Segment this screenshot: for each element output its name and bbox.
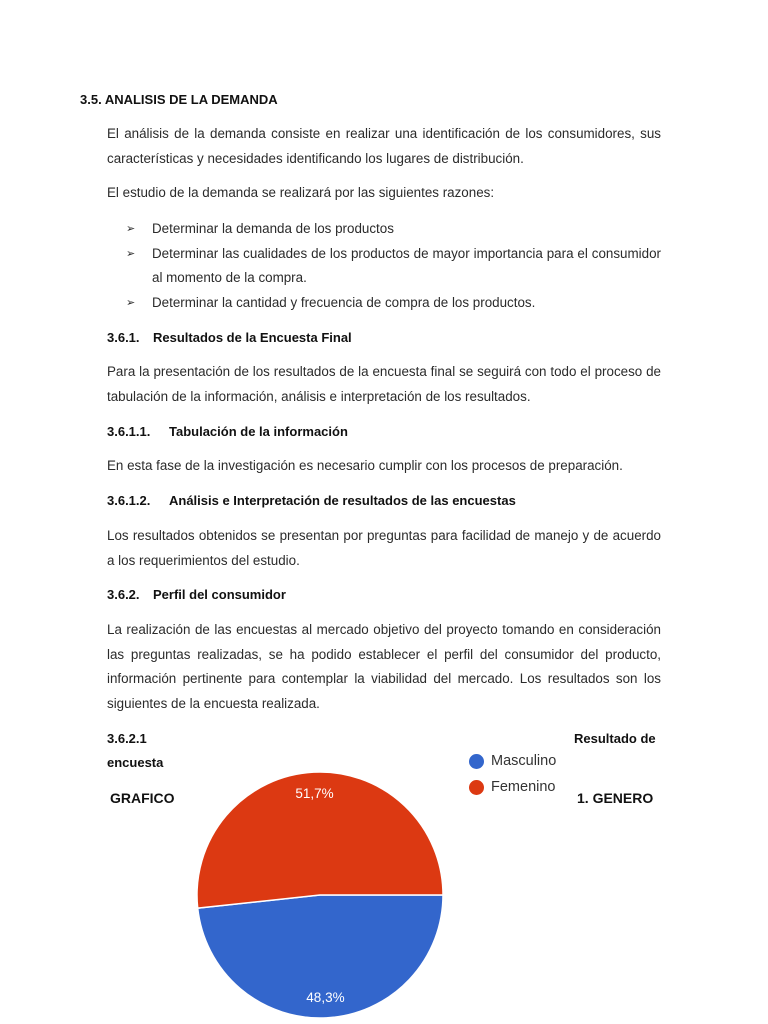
legend-label: Femenino: [491, 779, 556, 795]
section-number: 3.6.2.: [107, 587, 140, 602]
section-number: 3.6.1.1.: [107, 424, 151, 439]
paragraph-demand-definition: El análisis de la demanda consiste en realizar una identificación de los consumidores, sus características y necesidades identificando los lugares de distribución.: [107, 126, 661, 166]
section-title: Tabulación de la información: [169, 424, 348, 439]
section-number: 3.6.1.: [107, 330, 140, 345]
paragraph-consumer-profile: La realización de las encuestas al mercado objetivo del proyecto tomando en consideración las preguntas realizadas, se ha podido establecer el perfil del consumidor del producto, información pertinente para contemplar la viabilidad del mercado. Los resultados son los siguientes de la encuesta realizada.: [107, 622, 661, 711]
list-item: ➢ Determinar la cantidad y frecuencia de compra de los productos.: [126, 291, 661, 316]
figure-caption-genero: 1. GENERO: [577, 790, 654, 806]
paragraph-tabulation: En esta fase de la investigación es necesario cumplir con los procesos de preparación.: [107, 458, 623, 473]
paragraph-demand-reasons: El estudio de la demanda se realizará por las siguientes razones:: [107, 185, 495, 200]
pie-label-femenino: 51,7%: [295, 786, 334, 802]
figure-caption-grafico: GRAFICO: [110, 790, 175, 806]
figure-number: 3.6.2.1: [107, 731, 147, 746]
section-number: 3.5.: [80, 92, 102, 107]
section-title: Resultados de la Encuesta Final: [153, 330, 352, 345]
arrow-bullet-icon: ➢: [126, 247, 136, 260]
list-item: ➢ Determinar las cualidades de los productos de mayor importancia para el consumidor al momento de la compra.: [126, 242, 661, 291]
arrow-bullet-icon: ➢: [126, 296, 136, 309]
legend-label: Masculino: [491, 753, 557, 769]
list-item: ➢ Determinar la demanda de los productos: [126, 217, 661, 242]
pie-label-masculino: 48,3%: [306, 989, 345, 1005]
section-title: ANALISIS DE LA DEMANDA: [104, 92, 278, 107]
paragraph-survey-results: Para la presentación de los resultados de la encuesta final se seguirá con todo el proceso de tabulación de la información, análisis e interpretación de los resultados.: [107, 364, 661, 404]
figure-caption-encuesta: encuesta: [107, 755, 164, 770]
arrow-bullet-icon: ➢: [126, 223, 136, 235]
paragraph-analysis: Los resultados obtenidos se presentan por preguntas para facilidad de manejo y de acuerdo a los requerimientos del estudio.: [107, 528, 661, 568]
section-title: Perfil del consumidor: [153, 587, 286, 602]
figure-caption-resultado: Resultado de: [574, 731, 656, 746]
section-number: 3.6.1.2.: [107, 493, 151, 508]
section-title: Análisis e Interpretación de resultados de las encuestas: [169, 493, 516, 508]
